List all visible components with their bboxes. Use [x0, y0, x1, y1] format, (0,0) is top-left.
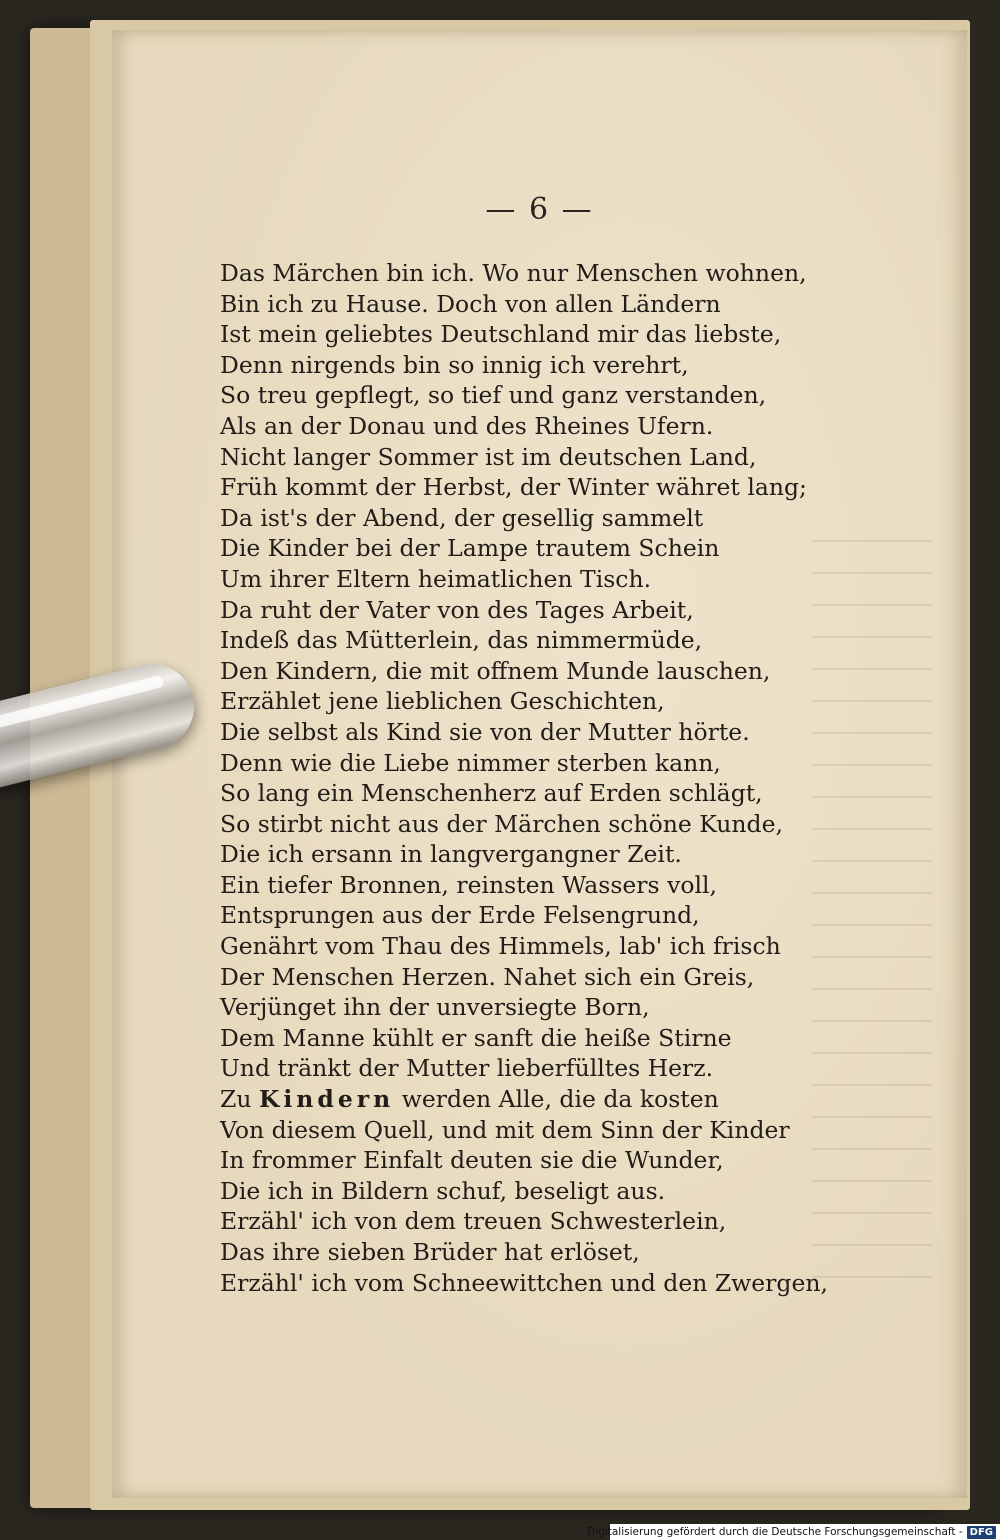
poem-line: Um ihrer Eltern heimatlichen Tisch.: [220, 564, 652, 593]
book-page: [112, 30, 967, 1498]
poem-line: Die selbst als Kind sie von der Mutter hörte.: [220, 717, 750, 746]
poem-line: Erzähl' ich von dem treuen Schwesterlein,: [220, 1207, 727, 1236]
poem-line: So treu gepflegt, so tief und ganz verstanden,: [220, 381, 767, 410]
poem-line: Das ihre sieben Brüder hat erlöset,: [220, 1238, 640, 1266]
poem-line: Den Kindern, die mit offnem Munde lauschen,: [220, 656, 771, 685]
page-number: — 6 —: [485, 192, 594, 227]
poem-line: Da ist's der Abend, der gesellig sammelt: [220, 503, 704, 532]
poem-line-emphasis: [220, 1084, 940, 1115]
poem-line: Indeß das Mütterlein, das nimmermüde,: [220, 626, 703, 655]
poem-line: Die ich ersann in langvergangner Zeit.: [220, 840, 682, 869]
poem-line: Bin ich zu Hause. Doch von allen Ländern: [220, 289, 721, 318]
poem-line: Von diesem Quell, und mit dem Sinn der Kinder: [220, 1115, 790, 1144]
poem-line: So lang ein Menschenherz auf Erden schlägt,: [220, 779, 763, 808]
poem-line: Ist mein geliebtes Deutschland mir das liebste,: [220, 320, 782, 349]
poem-line: Der Menschen Herzen. Nahet sich ein Greis,: [220, 962, 755, 991]
poem-line: Früh kommt der Herbst, der Winter währet lang;: [220, 473, 807, 502]
credit-text: Digitalisierung gefördert durch die Deutsche Forschungsgemeinschaft -: [587, 1526, 963, 1538]
poem-line: Denn wie die Liebe nimmer sterben kann,: [220, 748, 721, 777]
poem-line: Erzähl' ich vom Schneewittchen und den Zwergen,: [220, 1268, 828, 1297]
poem-line: Da ruht der Vater von des Tages Arbeit,: [220, 595, 694, 624]
poem-word: Zu: [220, 1085, 252, 1114]
poem-line: In frommer Einfalt deuten sie die Wunder,: [220, 1146, 724, 1175]
poem-line: Die Kinder bei der Lampe trautem Schein: [220, 534, 720, 563]
poem-line: So stirbt nicht aus der Märchen schöne Kunde,: [220, 809, 783, 838]
poem-line: Als an der Donau und des Rheines Ufern.: [220, 411, 714, 440]
poem-line: Dem Manne kühlt er sanft die heiße Stirne: [220, 1023, 732, 1052]
poem-line: Nicht langer Sommer ist im deutschen Land,: [220, 442, 757, 471]
dfg-logo-icon: DFG: [967, 1526, 996, 1539]
poem-line: Das Märchen bin ich. Wo nur Menschen wohnen,: [220, 259, 807, 287]
poem-word: werden Alle, die da kosten: [401, 1085, 719, 1114]
poem-line: Und tränkt der Mutter lieberfülltes Herz.: [220, 1054, 714, 1083]
poem-line: Erzählet jene lieblichen Geschichten,: [220, 687, 665, 716]
poem-line: Genährt vom Thau des Himmels, lab' ich frisch: [220, 932, 781, 961]
spaced-emphasis-word: Kindern: [258, 1085, 395, 1114]
poem-line: Verjünget ihn der unversiegte Born,: [220, 993, 650, 1022]
poem-line: Die ich in Bildern schuf, beseligt aus.: [220, 1176, 666, 1205]
poem-text: [220, 258, 940, 1298]
poem-line: Entsprungen aus der Erde Felsengrund,: [220, 901, 700, 930]
poem-line: Denn nirgends bin so innig ich verehrt,: [220, 350, 689, 379]
digitization-credit: [587, 1524, 1000, 1540]
poem-line: Ein tiefer Bronnen, reinsten Wassers voll,: [220, 870, 717, 899]
